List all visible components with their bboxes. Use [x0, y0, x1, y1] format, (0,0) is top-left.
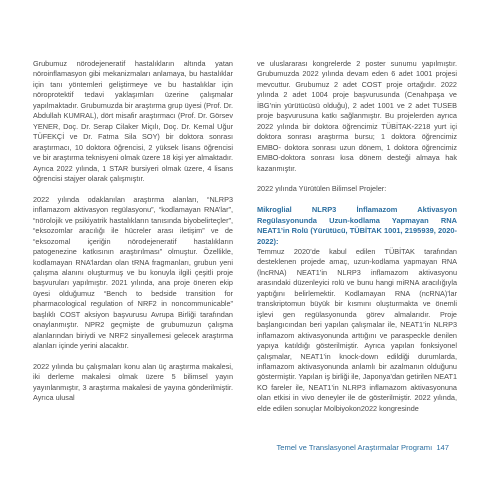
- publications-paragraph: 2022 yılında bu çalışmaları konu alan üç araştırma makalesi, iki derleme makalesi olmak üzere 5 bilimsel yayın yayınlanmıştır, 3 araştırma makalesi de yayına gönderilmiştir. Ayrıca ulusal: [33, 362, 233, 403]
- page-number: 147: [436, 443, 449, 452]
- right-column: [257, 59, 457, 425]
- projects-list-title: 2022 yılında Yürütülen Bilimsel Projeler:: [257, 184, 387, 194]
- page-footer: [276, 443, 449, 452]
- projects-paragraph: ve uluslararası kongrelerde 2 poster sunumu yapılmıştır. Grubumuzda 2022 yılında devam eden 6 adet 1001 projesi mevcuttur. Grubumuz 2 adet COST proje ortağıdır. 2022 yılında 2 adet 1004 proje başvurusunda (Cenahpaşa ve İBG’nin yürütücüsü olduğu), 2 adet 1001 ve 2 adet TUSEB proje başvurusuna katkı sağlanmıştır. Bu projelerden ayrıca 2022 yılında bir doktora öğrencimiz TÜBİTAK-2218 yurt içi doktora sonrası araştırma bursu; 1 doktora öğrencimiz EMBO- doktora sonrası uzun dönem, 1 doktora öğrencimiz EMBO-doktora sonrası kısa dönem desteği almaya hak kazanmıştır.: [257, 59, 457, 173]
- project-heading: Mikroglial NLRP3 İnflamazom Aktivasyon Regülasyonunda Uzun-kodlama Yapmayan RNA NEAT1’in Rolü (Yürütücü, TÜBİTAK 1001, 2195939, 2020-2022):: [257, 205, 457, 246]
- intro-paragraph: Grubumuz nörodejeneratif hastalıkların altında yatan nöroinflamasyon gibi mekanizmaları anlamaya, bu hastalıklar için tanı yöntemleri geliştirmeye ve bu hastalıklar için nöroprotektif tedavi yaklaşımları üzerine çalışmalar yapılmaktadır. Grubumuzda bir araştırma grup üyesi (Prof. Dr. Abdullah KUMRAL), dört misafir araştırmacı (Prof. Dr. Görsev YENER, Doç. Dr. Serap Cilaker Miçılı, Doç. Dr. Kemal Uğur TÜFEKÇİ ve Dr. Fatma Sila SOY) bir doktora sonrası araştırmacı, 10 doktora öğrencisi, 2 yüksek lisans öğrencisi ve bir araştırma teknisyeni olmak üzere 18 kişi yer almaktadır. Ayrıca 2022 yılında, 1 STAR bursiyeri olmak üzere, 4 lisans öğrencisi stajyer olarak çalışmıştır.: [33, 59, 233, 183]
- project-body: Temmuz 2020’de kabul edilen TÜBİTAK tarafından desteklenen projede amaç, uzun-kodlama yapmayan RNA (lncRNA) NEAT1’in NLRP3 inflamazom aktivasyonu arasındaki düzenleyici rolü ve bunu hangi miRNA aracılığıyla yaptığını belirlemektir. Kodlamayan RNA (ncRNA)’lar transkriptomun büyük bir kısmını oluşturmakta ve önemli işlevi gen regülasyonunda görev almalarıdır. Proje başlangıcından beri yapılan çalışmalar ile, NEAT1’in NLRP3 inflamazom aktivasyonunda arttığını ve paraspeckle denilen yapıya katıldığı gösterilmiştir. Ayrıca yapılan fonksiyonel çalışmalar, NEAT1’in knock-down edildiği durumlarda, inflamazom aktivasyonunda anlamlı bir azalmanın olduğunu göstermiştir. Yapılan iş birliği ile, Japonya’dan getirilen NEAT1 KO fareler ile, NEAT1’in NLRP3 inflamazom aktivasyonuna olan etkisi in vivo deneyler ile de gösterilmiştir. 2022 yılında, elde edilen sonuçlar Molbiyokon2022 kongresinde: [257, 247, 457, 413]
- running-title: Temel ve Translasyonel Araştırmalar Programı: [276, 443, 433, 452]
- left-column: [33, 59, 233, 414]
- research-areas-paragraph: 2022 yılında odaklanılan araştırma alanları, “NLRP3 inflamazom aktivasyon regülasyonu”, “kodlamayan RNA’lar”, “nörolojik ve psikiyatrik hastalıkların tanısında biyobelirteçler”, “eksozomlar aracılığı ile hücreler arası iletişim” ve de “eksozomal içeriğin nörodejeneratif hastalıkların patogenezine katkısının araştırılması” olmuştur. Özellikle, kodlamayan RNA’lardan olan tRNA fragmanları, grubun yeni çalışma alanını oluşturmuş ve bu konuyla ilgili çeşitli proje başvuruları yapılmıştır. 2021 yılında, ana proje öneren ekip üyesi olduğumuz “Bench to bedside transition for pharmacological regulation of NRF2 in noncommunicable” başlıklı COST aksiyon başvurusu Avrupa Birliği tarafından onaylanmıştır. NPR2 geçmişte de grubumuzun çalışma alanlarından biriydi ve NRF2 sinyallemesi gelecek araştırma alanları içinde yerini alacaktır.: [33, 194, 233, 351]
